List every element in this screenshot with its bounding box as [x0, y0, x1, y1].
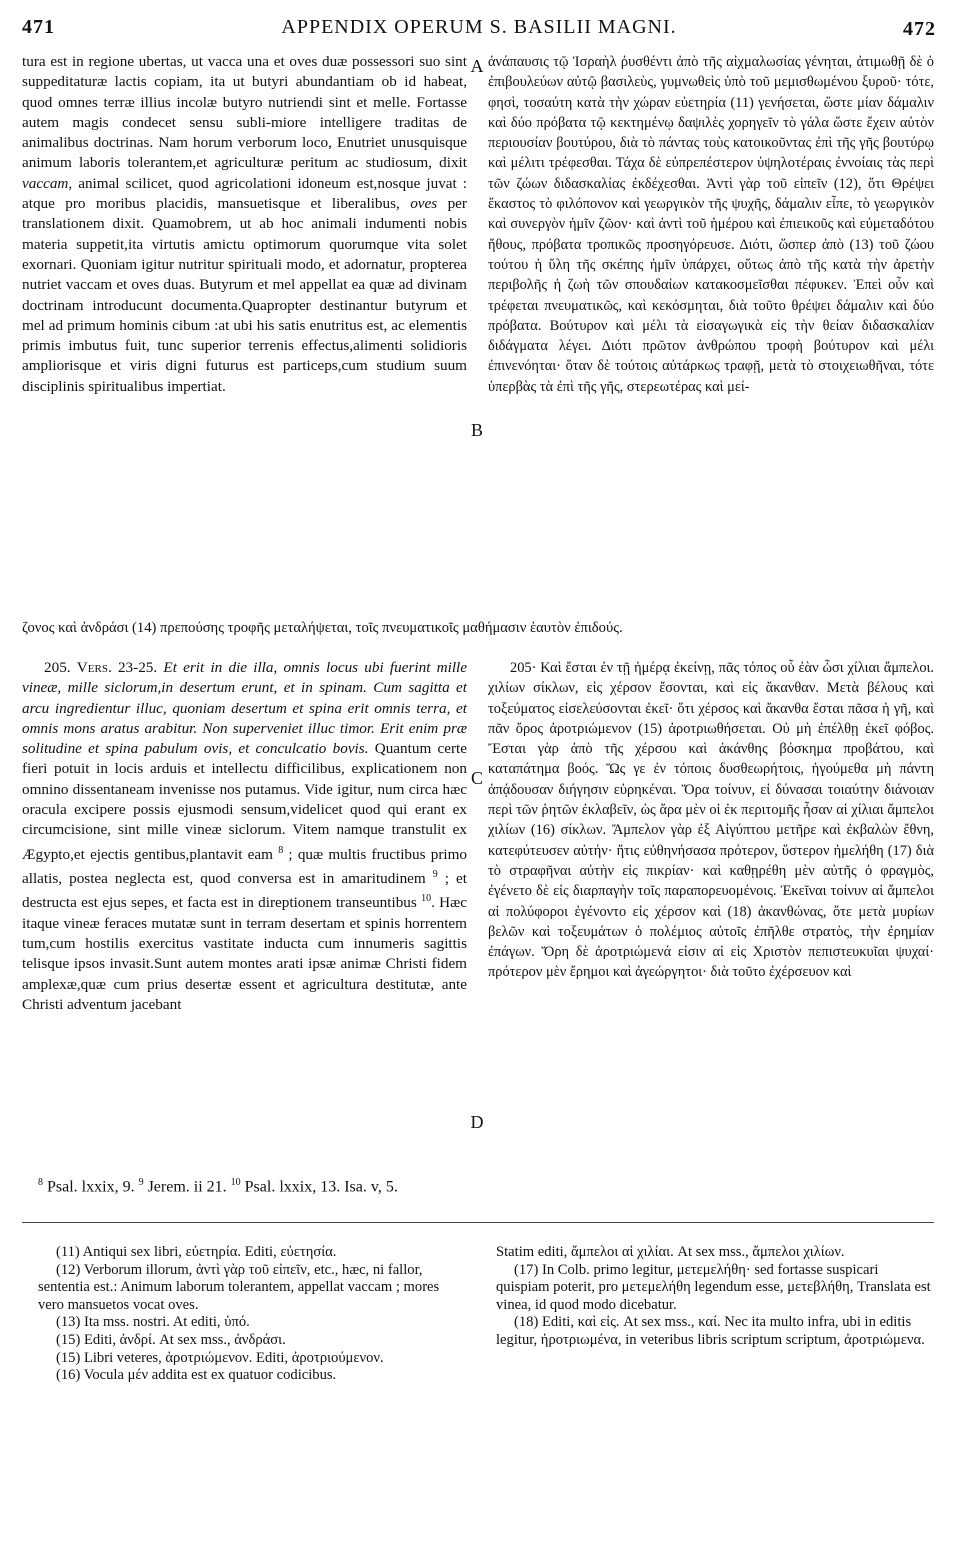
greek-column-top: [488, 52, 934, 397]
margin-marker-d: D: [470, 1112, 484, 1132]
footnote: (13) Ita mss. nostri. At editi, ὑπό.: [56, 1314, 250, 1331]
footnote: Statim editi, ἄμπελοι αἱ χιλίαι. At sex mss., ἄμπελοι χιλίων.: [496, 1244, 845, 1260]
page-number-right: 472: [903, 18, 936, 40]
source-text: Psal. lxxix, 9.: [43, 1178, 139, 1196]
footnote-ref: 8: [278, 844, 284, 856]
latin-italic: oves: [410, 195, 438, 213]
footnotes-left: [38, 1244, 468, 1385]
scripture-quote: Et erit in die illa, omnis locus ubi fuerint mille vineæ, mille siclorum,in desertum erunt, et in spinam. Cum sagitta et arcu ingredientur illuc, quoniam desertum et spina erit omnis terra, et omnis mons aratus arabitur. Non superveniet illuc timor. Erit enim præ solitudine et spina pabulum ovis, et conculcatio bovis.: [22, 659, 467, 758]
full-width-line: ζονος καὶ ἀνδράσι (14) πρεπούσης τροφῆς μεταλήψεται, τοῖς πνευματικοῖς μαθήμασιν ἑαυτὸν ἐπιδούς.: [22, 620, 623, 636]
footnote: (11) Antiqui sex libri, εὐετηρία. Editi, εὐετησία.: [56, 1244, 337, 1260]
footnote: (18) Editi, καὶ εἰς. At sex mss., καί. Nec ita multo infra, ubi in editis legitur, ἠροτριωμένα, in veteribus libris scriptum scriptum, ἀροτριώμενα.: [496, 1314, 925, 1348]
footnote: (15) Libri veteres, ἀροτριώμενον. Editi, ἀροτριούμενον.: [56, 1349, 384, 1366]
source-text: Jerem. ii 21.: [143, 1178, 231, 1196]
margin-marker-a: A: [470, 56, 484, 76]
scripture-sources: [38, 1177, 918, 1196]
latin-text: . Hæc itaque vineæ feraces mutatæ sunt in terram desertam et spinis horrentem tum,cum hostilis exercitus vastitate inducta cum innumeris sagittis telisque ipsos invasit.Sunt autem montes arati ipsæ animæ Christi fidem amplexæ,quæ cum prius desertæ essent et agricultura destitutæ, ante Christi adventum jacebant: [22, 894, 467, 1013]
latin-column-top: [22, 52, 467, 397]
latin-column-bottom: [22, 658, 467, 1015]
source-ref: 10: [230, 1177, 241, 1188]
greek-text: ἀνάπαυσις τῷ Ἰσραὴλ ῥυσθέντι ἀπὸ τῆς αἰχμαλωσίας γένηται, ἀτιμωθῇ δὲ ὁ ἐπιβουλεύων αὐτῷ βασιλεὺς, γυμνωθεὶς ὑπὸ τοῦ μεμισθωμένου ξυροῦ· τότε, φησὶ, τοσαύτη κατὰ τὴν χώραν εὐετηρία (11) γενήσεται, ὥστε μίαν δάμαλιν καὶ δύο πρόβατα τῷ κεκτημένῳ δαψιλὲς χορηγεῖν τὸ γάλα ὥστε ἔχειν αὐτὸν περιουσίαν βουτύρου, διὰ τὸ πάντας τοὺς κατοικοῦντας ἐπὶ τῆς γῆς βουτύρῳ καὶ μέλιτι τρέφεσθαι. Τάχα δὲ εὐπρεπέστερον ὑψηλοτέραις ἐννοίαις τὰς περὶ τῶν ζώων διδασκαλίας ἐκδέχεσθαι. Ἀντὶ γὰρ τοῦ εἰπεῖν (12), ὅτι Θρέψει ἕκαστος τὸ φιλόπονον καὶ γεωργικὸν τῆς ψυχῆς, δάμαλιν εἶπε, τὸ γεωργικὸν καὶ συνεργὸν ἡμῖν ζῶον· καὶ ἀντὶ τοῦ ἡμέρου καὶ ἐπιεικοῦς καὶ εὐμεταδότου ἤθους, πρόβατα τροπικῶς προσηγόρευσε. Διότι, ὥσπερ ἀπὸ (13) τοῦ ζώου τούτου ἡ ὕλη τῆς σκέπης ἡμῖν ὑπάρχει, οὕτως ἀπὸ τῆς κατὰ τὴν ἀρετὴν περιβολῆς ἡ ζωὴ τῶν σπουδαίων κατακοσμεῖσθαι πέφυκεν. Ἐπεὶ οὖν καὶ τρέφεται πνευματικῶς, καὶ κεκόσμηται, διὰ τοῦτο θρέψει δάμαλιν καὶ δύο πρόβατα. Βούτυρον καὶ μέλι τὰ εἰσαγωγικὰ εἰς τὴν θείαν διδασκαλίαν διδάγματα λέγει. Διότι πρῶτον ἀνθρώπου τροφὴ βούτυρον καὶ μέλι ἐπινενόηται· ὅταν δὲ τούτοις αὐτάρκως τραφῇ, μετὰ τὸ στοιχειωθῆναι, τότε ὑπερβὰς τὰ ἐπὶ τῆς γῆς, στερεωτέρας καὶ μεί-: [488, 54, 934, 395]
page-number-left: 471: [22, 16, 55, 38]
margin-marker-b: B: [470, 420, 483, 440]
source-ref: 9: [138, 1177, 144, 1188]
latin-italic: vaccam: [22, 174, 69, 192]
footnote-ref: 9: [432, 869, 438, 881]
footnote-divider: [22, 1222, 934, 1223]
footnote: (16) Vocula μέν addita est ex quatuor codicibus.: [56, 1367, 337, 1384]
footnote-ref: 10: [421, 893, 432, 905]
source-text: Psal. lxxix, 13. Isa. v, 5.: [240, 1178, 398, 1196]
footnote: (12) Verborum illorum, ἀντὶ γὰρ τοῦ εἰπεῖν, etc., hæc, ni fallor, sententia est.: Animum laborum tolerantem, appellat vaccam ; mores vero mansuetos vocat oves.: [38, 1261, 440, 1313]
section-number: 205.: [44, 659, 71, 676]
page-header: [22, 16, 936, 46]
latin-text: ; et destructa est ejus sepes, et facta est in direptionem transeuntibus: [22, 870, 467, 912]
source-ref: 8: [38, 1177, 43, 1188]
footnotes-right: [496, 1244, 934, 1350]
footnote: (15) Editi, ἀνδρί. At sex mss., ἀνδράσι.: [56, 1331, 286, 1348]
latin-text: per translationem dixit. Quamobrem, ut ab hoc animali indumenti nobis materia suppetit,ita virtutis amictu optimorum quorumque vita solet exornari. Quoniam igitur nutritur spirituali modo, et adornatur, propterea nutriet vaccam et oves duas. Butyrum et mel appellat ea quæ ad divinam doctrinam introducunt documenta.Quapropter destinantur butyrum et mel ad primum hominis cibum :at ubi his satis enutritus est, ac elementis primis imbutus fuit, tunc superior terrenis effectus,alimenti solidioris ampliorisque et viris digni futurus est particeps,cum studium suum disciplinis spiritualibus impertiat.: [22, 195, 467, 395]
greek-column-bottom: [488, 658, 934, 983]
latin-text: tura est in regione ubertas, ut vacca una et oves duæ possessori suo sint suppeditaturæ lactis copiam, ita ut butyri abundantiam ob id habeat, quod omnes terræ illius incolæ butyro nutriendi sint et melle. Fortasse autem magis condecet sensu subli-miore intelligere traditas de animalibus doctrinas. Nam horum verborum loco, Enutriet unusquisque animum laboris tolerantem,et agriculturæ peritum ac studiosum, dixit: [22, 53, 467, 172]
verse-label: Vers.: [76, 659, 112, 676]
running-title: APPENDIX OPERUM S. BASILII MAGNI.: [281, 16, 677, 38]
margin-marker-c: C: [470, 768, 483, 788]
latin-text: , animal scilicet, quod agricolationi idoneum est,nosque juvat : atque pro moribus placidis, mansuetisque et liberalibus,: [22, 174, 467, 213]
verse-reference: 23-25.: [111, 659, 164, 676]
greek-text: 205· Καὶ ἔσται ἐν τῇ ἡμέρᾳ ἐκείνῃ, πᾶς τόπος οὗ ἐὰν ὦσι χίλιαι ἄμπελοι. χιλίων σίκλων, εἰς χέρσον ἔσονται, καὶ εἰς ἄκανθαν. Μετὰ βέλους καὶ τοξεύματος εἰσελεύσονται ἐκεῖ· ὅτι χέρσος καὶ ἄκανθα ἔσται πᾶσα ἡ γῆ, καὶ πᾶν ὄρος ἀροτριώμενον (15) ἀροτριωθήσεται. Οὐ μὴ ἐπέλθῃ ἐκεῖ φόβος. Ἔσται γὰρ ἀπὸ τῆς χέρσου καὶ ἀκάνθης βόσκημα προβάτου, καὶ καταπάτημα βοός. Ὥς γε ἐν τόποις δυσθεωρήτοις, ἡγούμεθα μὴ πάντη ἀπᾴδουσαν διήγησιν εὑρηκέναι. Ὅρα τοίνυν, εἰ δύνασαι τοιαύτην διάνοιαν περὶ τῶν ῥητῶν ἐκλαβεῖν, ὡς ἄρα μὲν οἱ ἐκ περιτομῆς ἦσαν αἱ χίλιαι ἄμπελοι χιλίων (16) σίκλων. Ἄμπελον γὰρ ἐξ Αἰγύπτου μετῆρε καὶ ἐκβαλὼν ἔθνη, κατεφύτευσεν αὐτήν· ἥτις εὐθηνήσασα πρότερον, ὕστερον ἠμελήθη (17) διὰ τὸ στραφῆναι αὐτὴν εἰς πικρίαν· καὶ καθῃρέθη μὲν αὐτῆς ὁ φραγμὸς, ἐγένετο δὲ εἰς διαρπαγὴν τοῖς παραπορευομένοις. Ἐκεῖναι τοίνυν αἱ ἄμπελοι αἱ πολύφοροι ἐγένοντο εἰς χέρσον καὶ (18) ἀκανθώνας, ὅτε μετὰ μυρίων βελῶν καὶ τοξευμάτων ὁ πολέμιος αὐτοῖς ἐπῆλθε στρατὸς, τὴν ἐρημίαν ἐπάγων. Ὄρη δὲ ἀροτριώμενά εἰσιν αἱ εἰς Χριστὸν πεπιστευκυῖαι ψυχαί· πρότερον μὲν ἔρημοι καὶ ἀγεώργητοι· διὰ τοῦτο ἐχέρσευον καὶ: [488, 660, 934, 981]
latin-text: Quantum certe fieri potuit in locis arduis et intellectu difficilibus, explicationem non omnino dissentaneam invenisse nos putamus. Vide igitur, num circa hæc oracula excipere possis ejusmodi sensum,videlicet quod qui erant ex circumcisione, sint mille vineæ siclorum. Vitem namque transtulit ex Ægypto,et ejectis gentibus,plantavit eam: [22, 740, 467, 863]
footnote: (17) In Colb. primo legitur, μετεμελήθη· sed fortasse suspicari quispiam poterit, pro μετεμελήθη legendum esse, μετεβλήθη, Translata est vinea, id quod modo dicebatur.: [496, 1261, 931, 1313]
latin-text: ; quæ multis fructibus primo allatis, postea neglecta est, quod conversa est in amaritudinem: [22, 845, 467, 888]
